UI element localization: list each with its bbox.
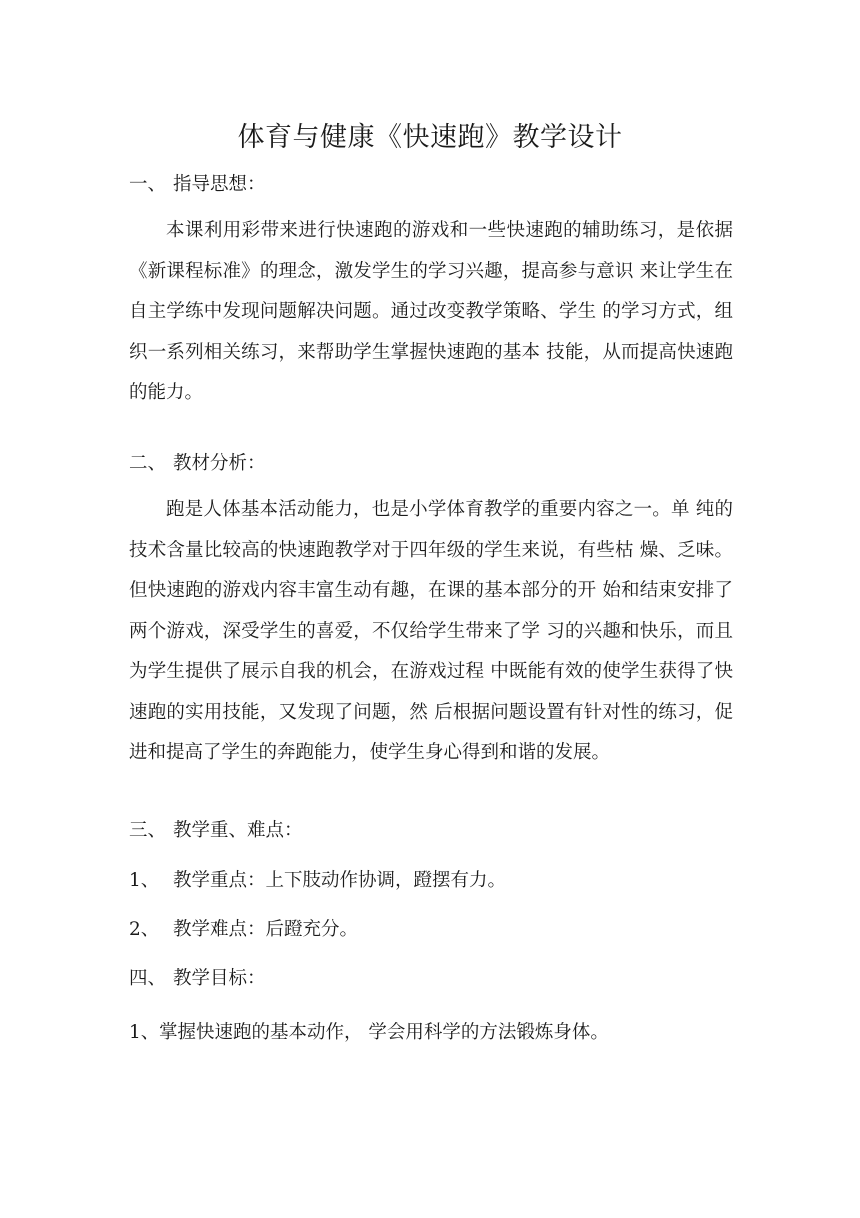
document-title: 体育与健康《快速跑》教学设计 [237,122,623,153]
section-number: 三、 [129,820,167,841]
section-title: 教学目标： [173,968,266,989]
item-text: 掌握快速跑的基本动作， 学会用科学的方法锻炼身体。 [159,1022,609,1043]
list-item-difficult-point [129,915,358,945]
list-item-key-point [129,866,506,896]
item-number: 1、 [129,870,160,891]
section-title: 指导思想： [173,174,266,195]
paragraph-guiding-thought: 本课利用彩带来进行快速跑的游戏和一些快速跑的辅助练习，是依据《新课程标准》的理念，激发学生的学习兴趣，提高参与意识 来让学生在自主学练中发现问题解决问题。通过改变教学策略、学生 的学习方式，组织一系列相关练习，来帮助学生掌握快速跑的基本 技能，从而提高快速跑的能力。 [129,220,733,403]
section-number: 一、 [129,174,167,195]
item-number: 2、 [129,919,160,940]
section-heading-guiding-thought [129,170,266,200]
section-title: 教学重、难点： [173,820,303,841]
section-heading-material-analysis [129,449,266,479]
section-number: 二、 [129,453,167,474]
section-heading-key-points [129,816,303,846]
paragraph-material-analysis: 跑是人体基本活动能力，也是小学体育教学的重要内容之一。单 纯的技术含量比较高的快速跑教学对于四年级的学生来说，有些枯 燥、乏味。但快速跑的游戏内容丰富生动有趣，在课的基本部分的开 始和结束安排了两个游戏，深受学生的喜爱，不仅给学生带来了学 习的兴趣和快乐，而且为学生提供了展示自我的机会，在游戏过程 中既能有效的使学生获得了快速跑的实用技能，又发现了问题，然 后根据问题设置有针对性的练习，促进和提高了学生的奔跑能力，使学生身心得到和谐的发展。 [129,499,733,763]
item-text: 教学重点：上下肢动作协调，蹬摆有力。 [173,870,507,891]
item-text: 教学难点：后蹬充分。 [173,919,359,940]
section-number: 四、 [129,968,167,989]
item-number: 1、 [129,1022,160,1043]
section-heading-teaching-goals [129,964,266,994]
section-title: 教材分析： [173,453,266,474]
list-item-goal [129,1018,609,1048]
